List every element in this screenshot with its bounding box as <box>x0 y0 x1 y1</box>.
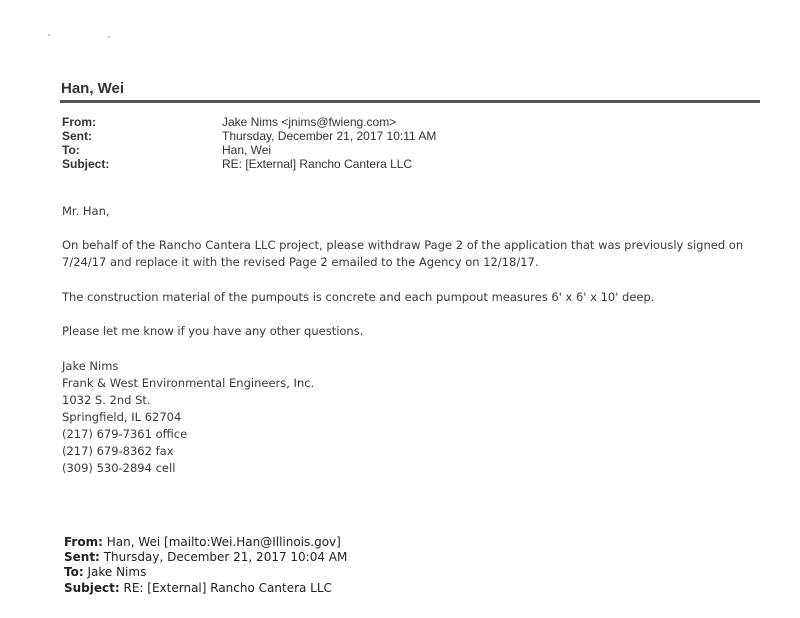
mailbox-owner-name: Han, Wei <box>61 80 125 97</box>
sent-value: Thursday, December 21, 2017 10:11 AM <box>222 129 437 143</box>
scan-speck <box>108 36 110 38</box>
signature-address-city: Springfield, IL 62704 <box>62 410 182 424</box>
paragraph-1-line-1: On behalf of the Rancho Cantera LLC project, please withdraw Page 2 of the application that was previously signed on <box>62 238 744 252</box>
quoted-subject-value: RE: [External] Rancho Cantera LLC <box>123 581 332 595</box>
quoted-subject-line <box>64 581 332 595</box>
to-value: Han, Wei <box>222 143 272 157</box>
subject-label: Subject: <box>62 157 110 171</box>
quoted-sent-line <box>64 550 347 564</box>
signature-phone-office: (217) 679-7361 office <box>62 427 188 441</box>
paragraph-2: The construction material of the pumpouts is concrete and each pumpout measures 6' x 6' x 10' deep. <box>62 290 655 304</box>
header-divider <box>60 100 760 103</box>
paragraph-3: Please let me know if you have any other questions. <box>62 324 364 338</box>
quoted-to-label: To: <box>64 565 84 579</box>
signature-phone-fax: (217) 679-8362 fax <box>62 444 174 458</box>
signature-name: Jake Nims <box>62 359 119 373</box>
quoted-to-line <box>64 565 146 579</box>
to-label: To: <box>62 143 80 157</box>
sent-label: Sent: <box>62 129 92 143</box>
quoted-sent-value: Thursday, December 21, 2017 10:04 AM <box>103 550 348 564</box>
greeting: Mr. Han, <box>62 204 110 218</box>
scan-speck <box>48 34 50 36</box>
signature-address-street: 1032 S. 2nd St. <box>62 393 151 407</box>
subject-value: RE: [External] Rancho Cantera LLC <box>222 157 413 171</box>
from-value: Jake Nims <jnims@fwieng.com> <box>222 115 397 129</box>
quoted-subject-label: Subject: <box>64 581 120 595</box>
signature-company: Frank & West Environmental Engineers, Inc. <box>62 376 315 390</box>
quoted-to-value: Jake Nims <box>87 565 147 579</box>
paragraph-1-line-2: 7/24/17 and replace it with the revised Page 2 emailed to the Agency on 12/18/17. <box>62 255 539 269</box>
from-label: From: <box>62 115 96 129</box>
signature-phone-cell: (309) 530-2894 cell <box>62 461 176 475</box>
quoted-from-label: From: <box>64 535 103 549</box>
quoted-from-line <box>64 535 341 549</box>
quoted-from-value: Han, Wei [mailto:Wei.Han@Illinois.gov] <box>106 535 341 549</box>
quoted-sent-label: Sent: <box>64 550 100 564</box>
